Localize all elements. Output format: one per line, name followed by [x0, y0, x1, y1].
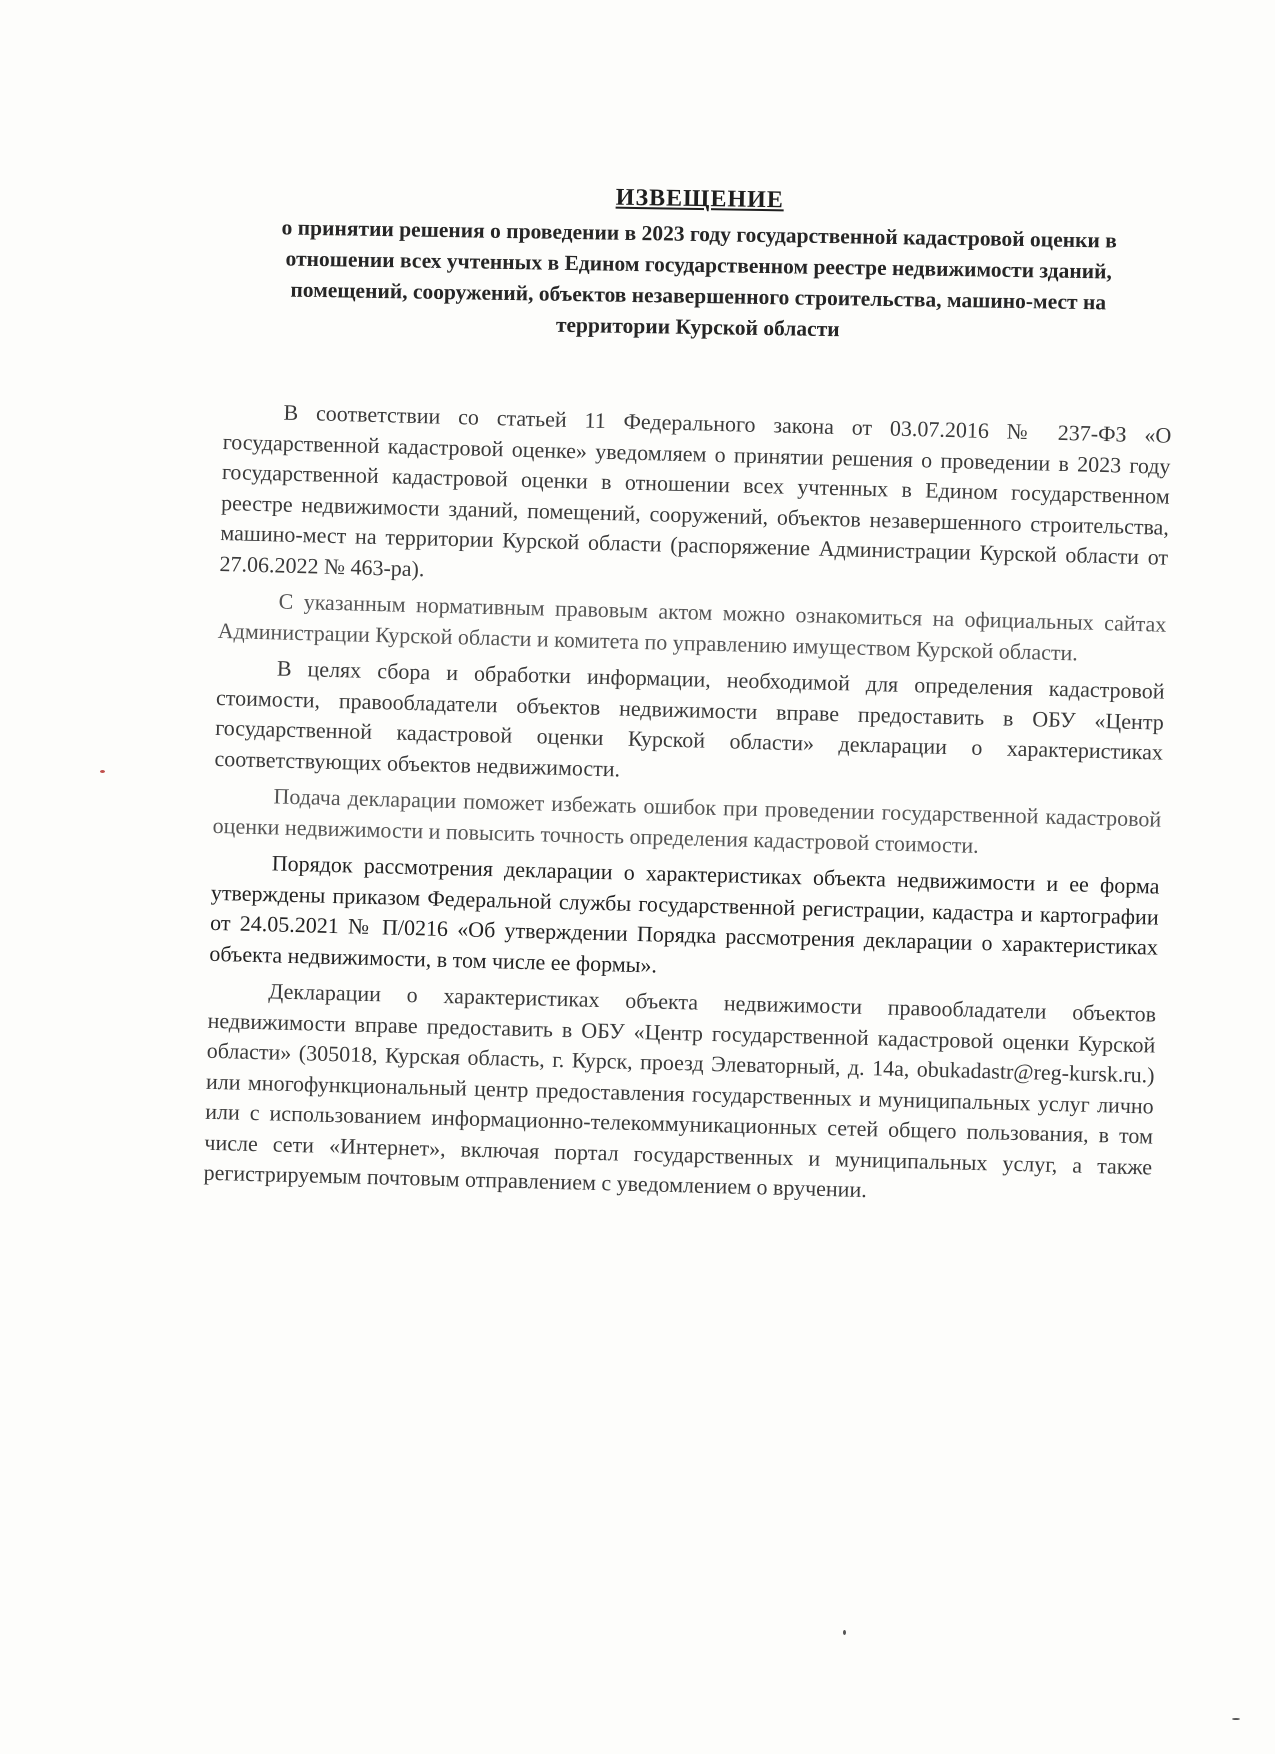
- paragraph-declarations: В целях сбора и обработки информации, необходимой для определения кадастровой стоимости, правообладатели объектов недвижимости вправе предоставить в ОБУ «Центр государственной кадастровой оценки Курской области» декларации о характеристиках соответствующих объектов недвижимости.: [214, 655, 1165, 781]
- paragraph-declaration-benefit: Подача декларации поможет избежать ошибок при проведении государственной кадастровой оценки недвижимости и повысить точность определения кадастровой стоимости.: [212, 783, 1162, 858]
- paragraph-act-availability: С указанным нормативным правовым актом можно ознакомиться на официальных сайтах Администрации Курской области и комитета по управлению имуществом Курской области.: [217, 588, 1167, 665]
- paragraph-legal-basis: В соответствии со статьей 11 Федерального закона от 03.07.2016 № 237-ФЗ «О государственной кадастровой оценке» уведомляем о принятии решения о проведении в 2023 году государственной кадастровой оценки в отношении всех учтенных в Едином государственном реестре недвижимости зданий, помещений, сооружений, объектов незавершенного строительства, машино-мест на территории Курской области (распоряжение Администрации Курской области от 27.06.2022 № 463-ра).: [219, 399, 1172, 581]
- paragraph-submission: Декларации о характеристиках объекта недвижимости правообладатели объектов недвижимости вправе предоставить в ОБУ «Центр государственной кадастровой оценки Курской области» (305018, Курская область, г. Курск, проезд Элеваторный, д. 14а, obukadastr@reg-kursk.ru.) или многофункциональный центр предоставления государственных и муниципальных услуг лично или с использованием информационно-телекоммуникационных сетей общего пользования, в том числе сети «Интернет», включая портал государственных и муниципальных услуг, а также регистрируемым почтовым отправлением с уведомлением о вручении.: [203, 978, 1157, 1203]
- notice-header: [233, 179, 1165, 351]
- scan-speck: [1232, 1718, 1240, 1720]
- scan-speck: [100, 770, 105, 773]
- notice-title: ИЗВЕЩЕНИЕ: [615, 184, 785, 214]
- notice-body: [203, 396, 1172, 1219]
- notice-subtitle: о принятии решения о проведении в 2023 году государственной кадастровой оценки в отношении всех учтенных в Едином государственном реестре недвижимости зданий, помещений, сооружений, объектов незавершенного строительства, машино-мест на территории Курской области: [281, 215, 1118, 342]
- scan-speck: [843, 1630, 846, 1635]
- paragraph-procedure: Порядок рассмотрения декларации о характеристиках объекта недвижимости и ее форма утверждены приказом Федеральной службы государственной регистрации, кадастра и картографии от 24.05.2021 № П/0216 «Об утверждении Порядка рассмотрения декларации о характеристиках объекта недвижимости, в том числе ее формы».: [209, 850, 1160, 978]
